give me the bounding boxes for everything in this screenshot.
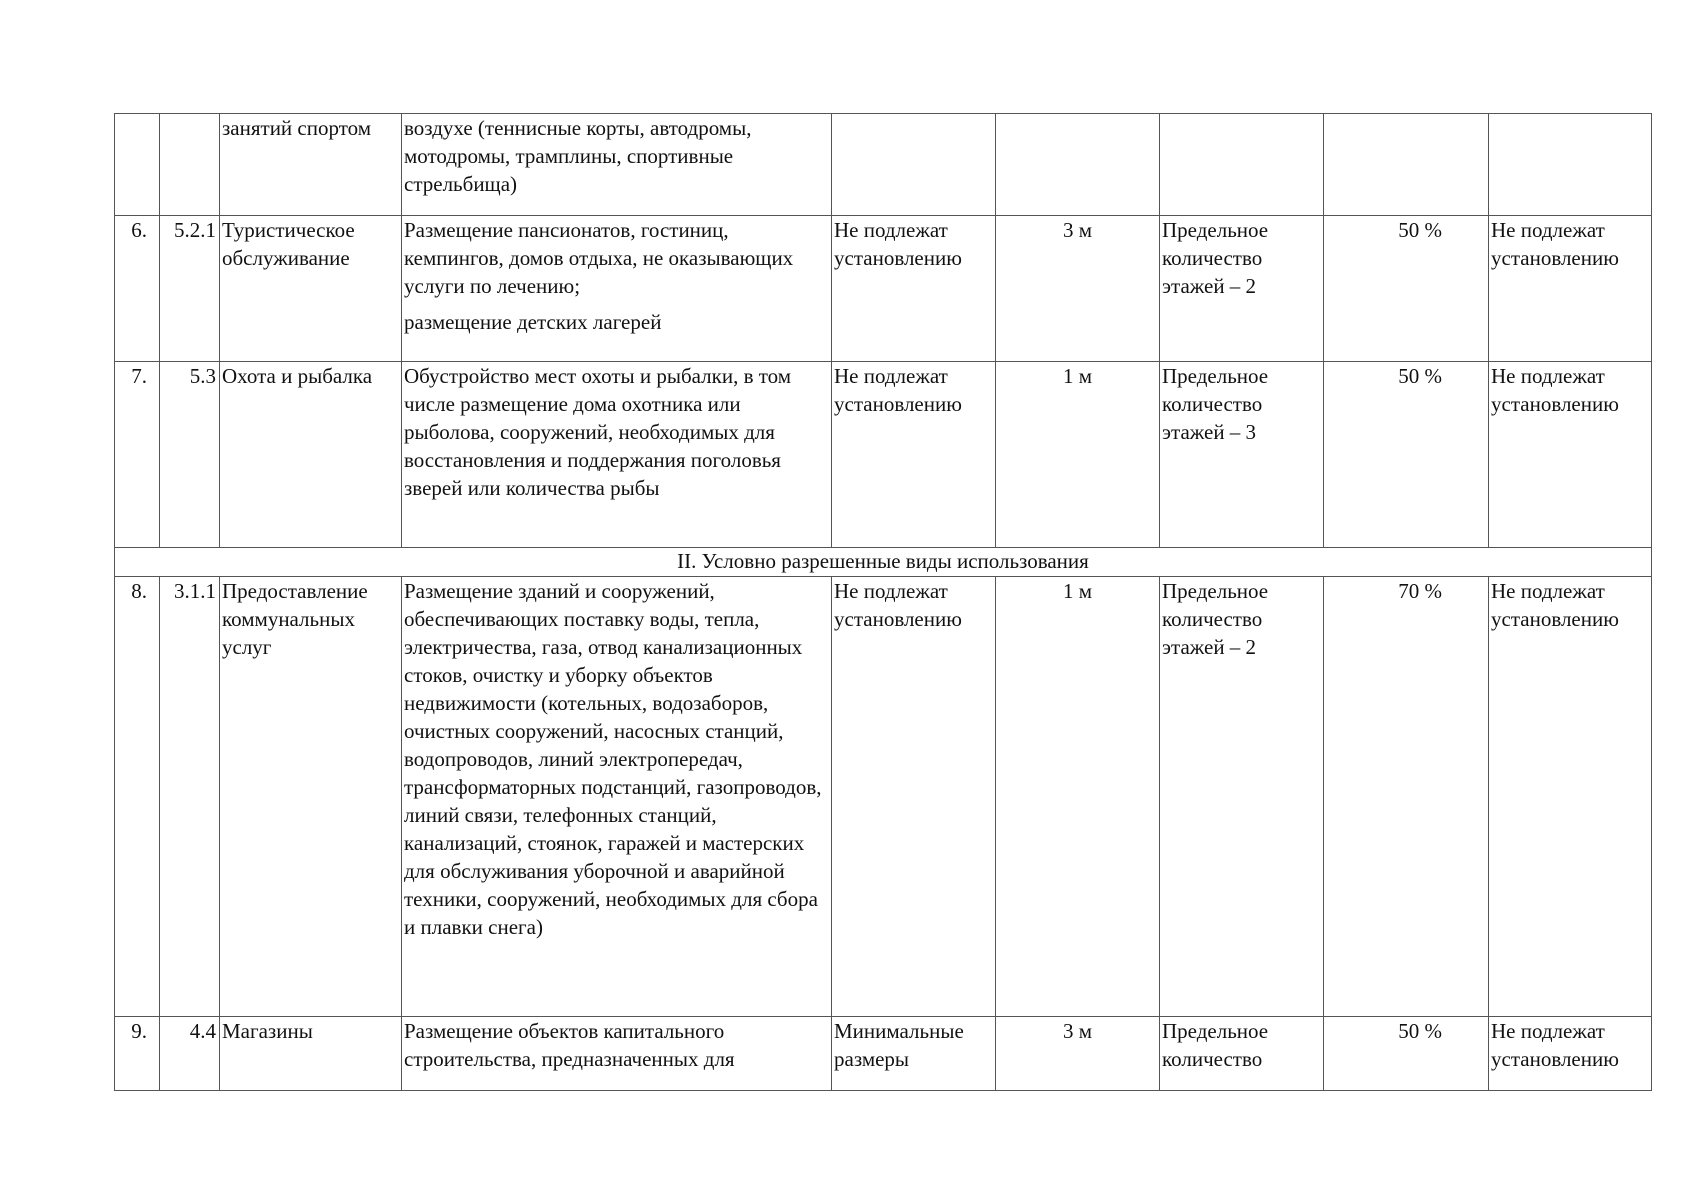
- description-paragraph: Размещение пансионатов, гостиниц, кемпингов, домов отдыха, не оказывающих услуги по лечению;: [404, 218, 794, 298]
- row-floors: [1160, 114, 1324, 216]
- row-setback: 1 м: [996, 362, 1160, 548]
- row-coverage: 50 %: [1324, 362, 1489, 548]
- row-number: [115, 114, 160, 216]
- row-floors: Предельное количество этажей – 2: [1160, 577, 1324, 1017]
- row-other: Не подлежат установлению: [1489, 1017, 1652, 1091]
- row-plot-size: Не подлежат установлению: [832, 362, 996, 548]
- row-code: 4.4: [160, 1017, 220, 1091]
- row-code: 5.3: [160, 362, 220, 548]
- row-setback: 3 м: [996, 1017, 1160, 1091]
- row-coverage: 50 %: [1324, 1017, 1489, 1091]
- description-paragraph: воздухе (теннисные корты, автодромы, мотодромы, трамплины, спортивные стрельбища): [404, 116, 752, 196]
- row-code: [160, 114, 220, 216]
- table-row: [115, 114, 1652, 216]
- row-setback: [996, 114, 1160, 216]
- row-other: Не подлежат установлению: [1489, 216, 1652, 362]
- row-name: Предоставление коммунальных услуг: [220, 577, 402, 1017]
- row-name: Охота и рыбалка: [220, 362, 402, 548]
- row-floors: Предельное количество: [1160, 1017, 1324, 1091]
- row-setback: 1 м: [996, 577, 1160, 1017]
- row-plot-size: Не подлежат установлению: [832, 216, 996, 362]
- row-number: 7.: [115, 362, 160, 548]
- description-paragraph: Обустройство мест охоты и рыбалки, в том числе размещение дома охотника или рыболова, сооружений, необходимых для восстановления и поддержания поголовья зверей или количества рыбы: [404, 364, 792, 500]
- row-floors: Предельное количество этажей – 3: [1160, 362, 1324, 548]
- row-plot-size: Не подлежат установлению: [832, 577, 996, 1017]
- row-floors: Предельное количество этажей – 2: [1160, 216, 1324, 362]
- table-row: [115, 1017, 1652, 1091]
- row-other: [1489, 114, 1652, 216]
- row-other: Не подлежат установлению: [1489, 362, 1652, 548]
- row-name: Магазины: [220, 1017, 402, 1091]
- row-coverage: [1324, 114, 1489, 216]
- row-coverage: 70 %: [1324, 577, 1489, 1017]
- row-plot-size: [832, 114, 996, 216]
- section-heading: II. Условно разрешенные виды использования: [115, 548, 1652, 577]
- table-row: [115, 362, 1652, 548]
- row-number: 9.: [115, 1017, 160, 1091]
- row-number: 6.: [115, 216, 160, 362]
- description-paragraph: Размещение объектов капитального строительства, предназначенных для: [404, 1019, 735, 1071]
- table-row: [115, 216, 1652, 362]
- row-name: занятий спортом: [220, 114, 402, 216]
- row-setback: 3 м: [996, 216, 1160, 362]
- row-other: Не подлежат установлению: [1489, 577, 1652, 1017]
- table-row: [115, 577, 1652, 1017]
- description-paragraph: Размещение зданий и сооружений, обеспечивающих поставку воды, тепла, электричества, газа, отвод канализационных стоков, очистку и уборку объектов недвижимости (котельных, водозаборов, очистных сооружений, насосных станций, водопроводов, линий электропередач, трансформаторных подстанций, газопроводов, линий связи, телефонных станций, канализаций, стоянок, гаражей и мастерских для обслуживания уборочной и аварийной техники, сооружений, необходимых для сбора и плавки снега): [404, 579, 822, 939]
- description-paragraph: размещение детских лагерей: [404, 310, 662, 334]
- row-code: 3.1.1: [160, 577, 220, 1017]
- section-heading-row: [115, 548, 1652, 577]
- row-code: 5.2.1: [160, 216, 220, 362]
- regulations-table: [114, 113, 1652, 1091]
- row-description: [402, 216, 832, 362]
- row-description: [402, 362, 832, 548]
- row-plot-size: Минимальные размеры: [832, 1017, 996, 1091]
- row-coverage: 50 %: [1324, 216, 1489, 362]
- row-description: [402, 1017, 832, 1091]
- row-number: 8.: [115, 577, 160, 1017]
- row-description: [402, 114, 832, 216]
- row-description: [402, 577, 832, 1017]
- row-name: Туристическое обслуживание: [220, 216, 402, 362]
